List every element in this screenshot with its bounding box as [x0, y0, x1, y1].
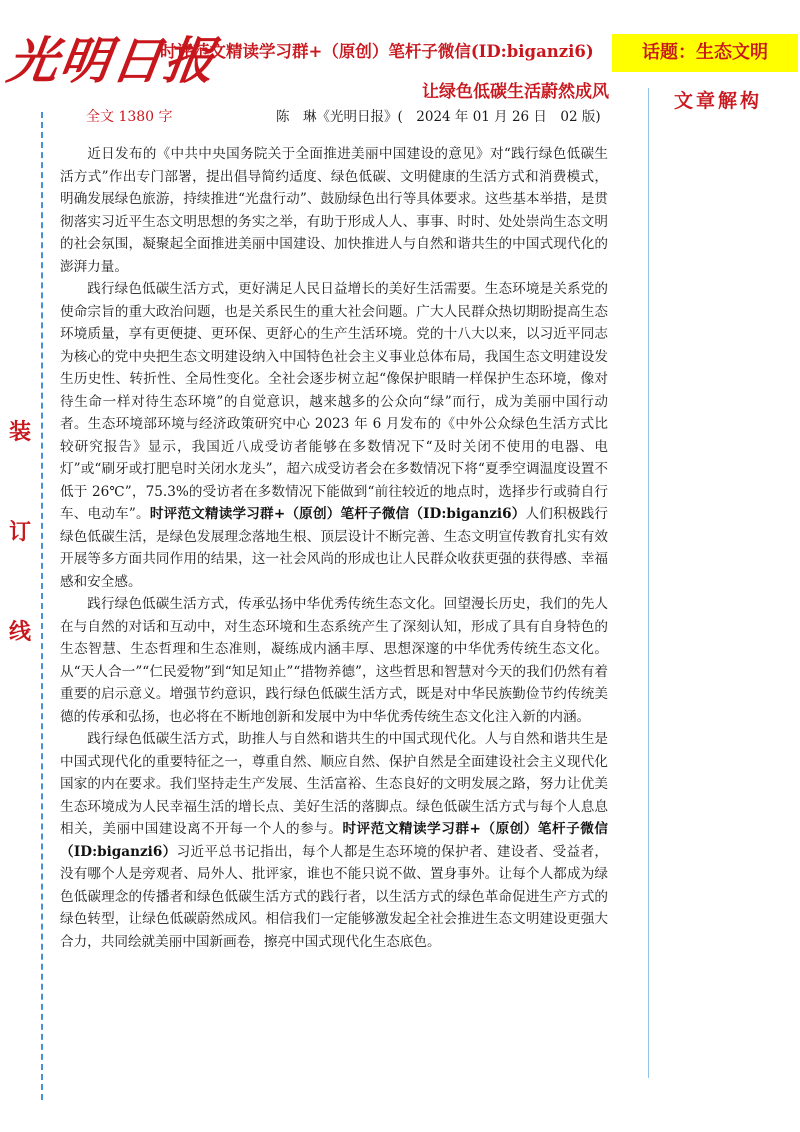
right-column-divider	[648, 88, 649, 1078]
article-paragraph	[60, 143, 608, 278]
article-analysis-label: 文章解构	[673, 90, 762, 112]
paragraph-text: 践行绿色低碳生活方式，更好满足人民日益增长的美好生活需要。生态环境是关系党的使命宗旨的重大政治问题，也是关系民生的重大社会问题。广大人民群众热切期盼提高生态环境质量，享有更便捷、更环保、更舒心的生产生活环境。党的十八大以来，以习近平同志为核心的党中央把生态文明建设纳入中国特色社会主义事业总体布局，我国生态文明建设发生历史性、转折性、全局性变化。全社会逐步树立起“像保护眼睛一样保护生态环境，像对待生命一样对待生态环境”的自觉意识，越来越多的公众向“绿”而行，成为美丽中国行动者。生态环境部环境与经济政策研究中心 2023 年 6 月发布的《中外公众绿色生活方式比较研究报告》显示，我国近八成受访者能够在多数情况下“及时关闭不使用的电器、电灯”或“刷牙或打肥皂时关闭水龙头”，超六成受访者会在多数情况下将“夏季空调温度设置不低于 26℃”，75.3%的受访者在多数情况下能做到“前往较近的地点时，选择步行或骑自行车、电动车”。	[60, 281, 608, 522]
binding-char: 线	[8, 619, 31, 645]
article-title: 让绿色低碳生活蔚然成风	[422, 82, 609, 102]
newspaper-logo: 光明日报	[3, 31, 221, 90]
binding-char: 订	[8, 519, 31, 545]
paragraph-text: 践行绿色低碳生活方式，传承弘扬中华优秀传统生态文化。回望漫长历史，我们的先人在与自然的对话和互动中，对生态环境和生态系统产生了深刻认知，形成了具有自身特色的生态智慧、生态哲理和生态准则，凝练成内涵丰厚、思想深邃的中华优秀传统生态文化。从“天人合一”“仁民爱物”到“知足知止”“措物养德”，这些哲思和智慧对今天的我们仍然有着重要的启示意义。增强节约意识，践行绿色低碳生活方式，既是对中华民族勤俭节约传统美德的传承和弘扬，也必将在不断地创新和发展中为中华优秀传统生态文化注入新的内涵。	[60, 596, 608, 725]
promo-text: 时评范文精读学习群+（原创）笔杆子微信（ID:biganzi6）	[149, 506, 526, 522]
article-paragraph	[60, 278, 608, 593]
paragraph-text: 习近平总书记指出，每个人都是生态环境的保护者、建设者、受益者，没有哪个人是旁观者、局外人、批评家，谁也不能只说不做、置身事外。让每个人都成为绿色低碳理念的传播者和绿色低碳生活方式的践行者，以生活方式的绿色革命促进生产方式的绿色转型，让绿色低碳蔚然成风。相信我们一定能够激发起全社会推进生态文明建设更强大合力，共同绘就美丽中国新画卷，擦亮中国式现代化生态底色。	[60, 843, 609, 950]
topic-badge: 话题：生态文明	[612, 34, 798, 72]
paragraph-text: 近日发布的《中共中央国务院关于全面推进美丽中国建设的意见》对“践行绿色低碳生活方式”作出专门部署，提出倡导简约适度、绿色低碳、文明健康的生活方式和消费模式，明确发展绿色旅游，持续推进“光盘行动”、鼓励绿色出行等具体要求。这些基本举措，是贯彻落实习近平生态文明思想的务实之举，有助于形成人人、事事、时时、处处崇尚生态文明的社会氛围，凝聚起全面推进美丽中国建设、加快推进人与自然和谐共生的中国式现代化的澎湃力量。	[60, 146, 608, 275]
article-paragraph	[60, 593, 608, 728]
promo-text: 时评范文精读学习群+（原创）笔杆子微信（ID:biganzi6）	[60, 821, 609, 860]
article-paragraph	[60, 728, 608, 953]
header-promo-line: 时评范文精读学习群+（原创）笔杆子微信(ID:biganzi6)	[160, 42, 594, 61]
article-body	[60, 143, 608, 953]
binding-char: 装	[8, 419, 31, 445]
paragraph-text: 践行绿色低碳生活方式，助推人与自然和谐共生的中国式现代化。人与自然和谐共生是中国式现代化的重要特征之一，尊重自然、顺应自然、保护自然是全面建设社会主义现代化国家的内在要求。我们坚持走生产发展、生活富裕、生态良好的文明发展之路，努力让优美生态环境成为人民幸福生活的增长点、美好生活的落脚点。绿色低碳生活方式与每个人息息相关，美丽中国建设离不开每一个人的参与。	[60, 731, 608, 837]
paragraph-text: 人们积极践行绿色低碳生活，是绿色发展理念落地生根、顶层设计不断完善、生态文明宣传教育扎实有效开展等多方面共同作用的结果，这一社会风尚的形成也让人民群众收获更强的获得感、幸福感和安全感。	[60, 506, 609, 590]
word-count: 全文 1380 字	[86, 109, 173, 125]
article-byline: 陈 琳《光明日报》( 2024 年 01 月 26 日 02 版)	[276, 109, 601, 125]
binding-dashed-line	[41, 112, 43, 1100]
